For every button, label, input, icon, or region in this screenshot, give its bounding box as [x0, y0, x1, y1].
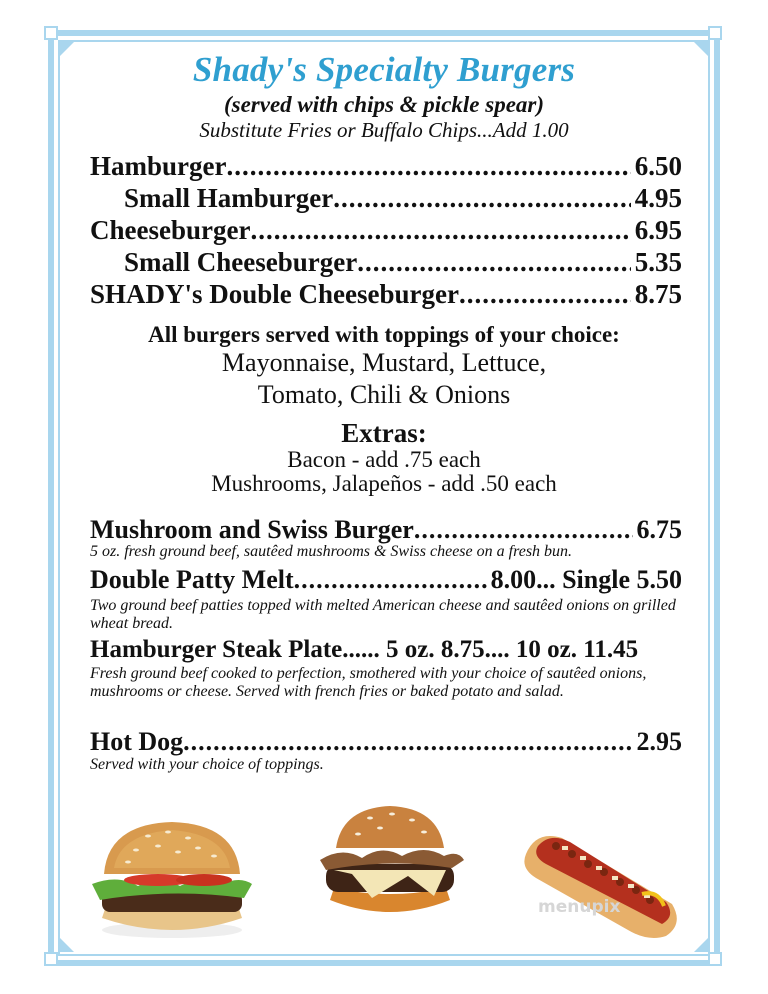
leader-dots: [459, 278, 631, 310]
item-name: Small Cheeseburger: [124, 247, 358, 277]
item-description: Served with your choice of toppings.: [90, 756, 324, 773]
corner-square-top-right: [708, 26, 722, 40]
item-price: 8.00... Single 5.50: [490, 565, 682, 594]
item-price: 6.50: [634, 151, 682, 181]
toppings-line-2: Tomato, Chili & Onions: [257, 380, 511, 409]
menu-item-cheeseburger: [90, 214, 682, 246]
mushroom-swiss-burger-image: [312, 804, 468, 922]
item-name: Double Patty Melt: [90, 565, 294, 594]
toppings-heading: All burgers served with toppings of your choice:: [148, 322, 620, 347]
leader-dots: [183, 726, 632, 758]
item-name: Hamburger: [90, 151, 227, 181]
item-name: Hot Dog: [90, 727, 184, 756]
extras-line-2: Mushrooms, Jalapeños - add .50 each: [211, 471, 557, 496]
item-name: Cheeseburger: [90, 215, 251, 245]
corner-square-bottom-left: [44, 952, 58, 966]
menu-item-mushroom-swiss: [90, 514, 682, 546]
item-name: Hamburger Steak Plate...... 5 oz. 8.75.... 10 oz. 11.45: [90, 636, 639, 663]
menu-title: Shady's Specialty Burgers: [192, 50, 576, 89]
leader-dots: [294, 564, 487, 596]
extras-heading: Extras:: [341, 418, 427, 448]
substitute-note: Substitute Fries or Buffalo Chips...Add 1.00: [199, 118, 569, 142]
menu-item-double-cheeseburger: [90, 278, 682, 310]
item-description: Fresh ground beef cooked to perfection, smothered with your choice of sautêed onions, mushrooms or cheese. Served with french fries or baked potato and salad.: [90, 665, 647, 700]
item-description: Two ground beef patties topped with melted American cheese and sautêed onions on grilled wheat bread.: [90, 597, 676, 632]
watermark-logo: menupix: [538, 897, 621, 917]
menu-item-hamburger: [90, 150, 682, 182]
corner-square-bottom-right: [708, 952, 722, 966]
item-description: 5 oz. fresh ground beef, sautêed mushrooms & Swiss cheese on a fresh bun.: [90, 543, 573, 560]
item-price: 4.95: [634, 183, 682, 213]
item-price: 5.35: [634, 247, 682, 277]
item-name: SHADY's Double Cheeseburger: [90, 279, 459, 309]
menu-subtitle: (served with chips & pickle spear): [223, 92, 545, 117]
leader-dots: [226, 150, 630, 182]
item-price: 6.95: [634, 215, 682, 245]
item-name: Mushroom and Swiss Burger: [90, 515, 414, 544]
leader-dots: [333, 182, 631, 214]
leader-dots: [414, 514, 633, 546]
leader-dots: [357, 246, 631, 278]
toppings-line-1: Mayonnaise, Mustard, Lettuce,: [221, 348, 547, 377]
menu-item-patty-melt: [90, 564, 682, 596]
leader-dots: [250, 214, 630, 246]
menu-item-small-cheeseburger: [124, 246, 682, 278]
menu-item-steak-plate: [90, 634, 682, 666]
extras-line-1: Bacon - add .75 each: [287, 447, 481, 472]
item-price: 6.75: [636, 515, 682, 544]
hamburger-image: [88, 818, 256, 940]
menu-item-hot-dog: [90, 726, 682, 758]
menu-item-small-hamburger: [124, 182, 682, 214]
item-price: 2.95: [636, 727, 682, 756]
corner-ornament-bottom-left: [60, 938, 74, 952]
corner-square-top-left: [44, 26, 58, 40]
hot-dog-image: [516, 824, 682, 942]
item-name: Small Hamburger: [124, 183, 334, 213]
corner-ornament-bottom-right: [694, 938, 708, 952]
item-price: 8.75: [634, 279, 682, 309]
